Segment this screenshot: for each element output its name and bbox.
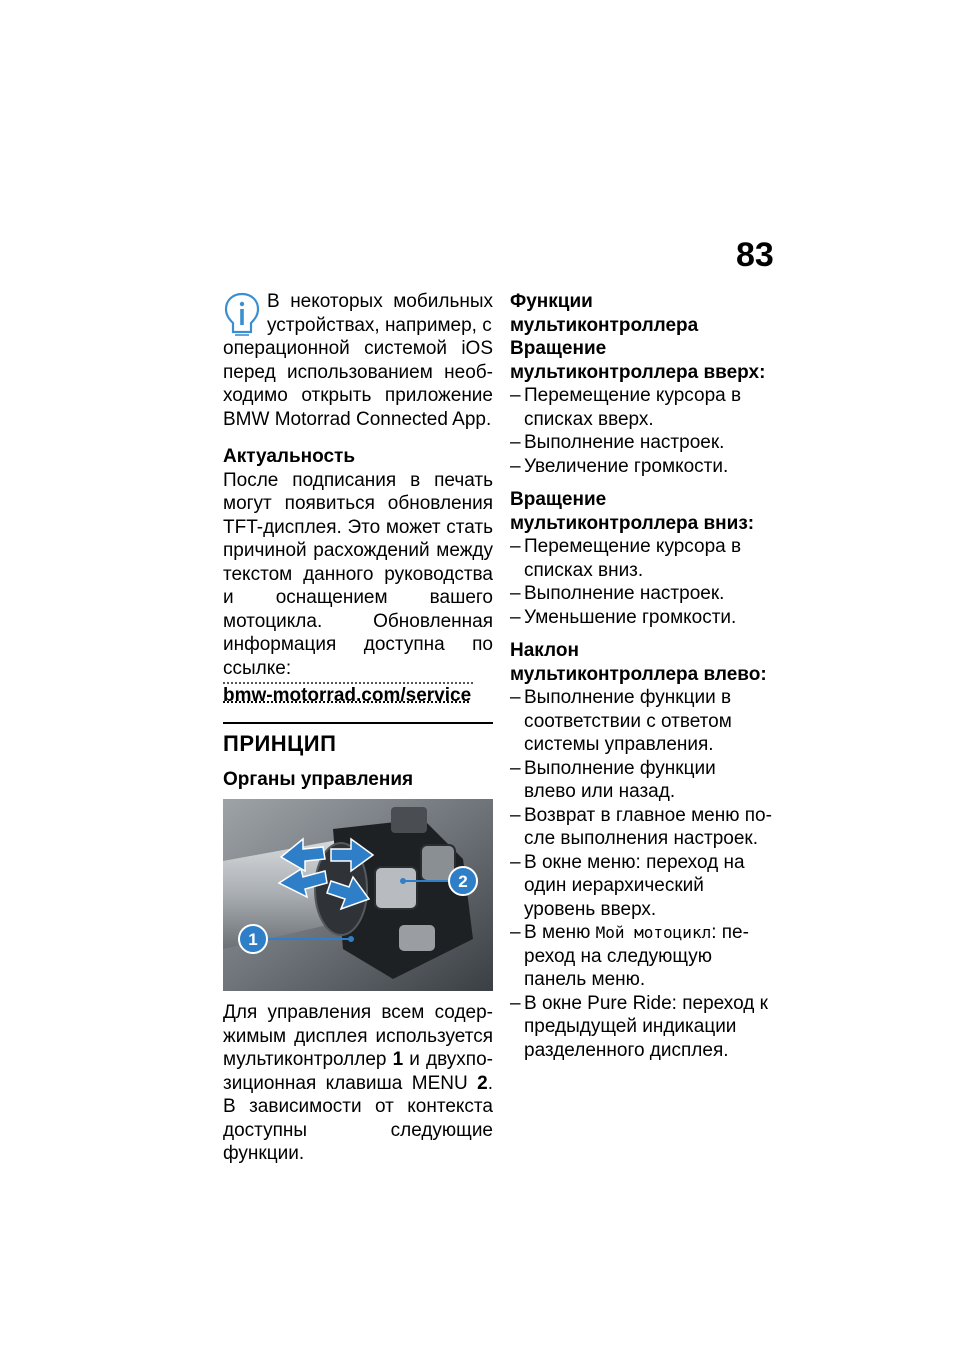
list-item: – Выполнение настроек.: [510, 582, 772, 606]
callout-2-label: 2: [458, 872, 468, 891]
list-item: – Выполнение настроек.: [510, 431, 772, 455]
rotate-up-list: [510, 384, 772, 478]
info-tip-icon: [223, 292, 261, 336]
info-note: [223, 290, 493, 431]
dotted-separator: [223, 682, 473, 684]
list-item: – В меню Мой мотоцикл: переход на следующую панель меню.: [510, 921, 772, 992]
relevance-text: После подписания в печать могут появиться обновления TFT-дисплея. Это может стать причиной расхождений между текстом данного руководства и оснащением вашего мотоцикла. Обновленная информация доступна по ссылке:: [223, 469, 493, 679]
list-item: – Выполнение функции в соответствии с ответом системы управления.: [510, 686, 772, 757]
note-text-rest: операционной системой iOS перед использованием необходимо открыть приложение BMW Motorrad Connected App.: [223, 338, 493, 430]
list-item: – Перемещение курсора в списках вниз.: [510, 535, 772, 582]
list-item: – Уменьшение громкости.: [510, 606, 772, 630]
note-text-first: В некоторых мобильных устройствах, например, с: [267, 291, 493, 336]
page-number: 83: [736, 236, 774, 274]
functions-heading: Функции мультиконтроллера: [510, 291, 699, 336]
callout-1-label: 1: [248, 930, 258, 949]
service-link[interactable]: bmw-motorrad.com/service: [223, 685, 472, 706]
list-item: – В окне меню: переход на один иерархический уровень вверх.: [510, 851, 772, 922]
list-item: – Перемещение курсора в списках вверх.: [510, 384, 772, 431]
list-item: – Увеличение громкости.: [510, 455, 772, 479]
controls-description: Для управления всем содержимым дисплея используется мультиконтроллер 1 и двухпозиционная клавиша MENU 2. В зависимости от контекста доступны следующие функции.: [223, 1002, 493, 1164]
list-item: – Возврат в главное меню после выполнения настроек.: [510, 804, 772, 851]
left-column: [223, 290, 493, 1166]
menu-name-mono: Мой мотоцикл: [595, 923, 712, 942]
rotate-up-heading: Вращение мультиконтроллера вверх:: [510, 338, 766, 383]
tilt-left-heading: Наклон мультиконтроллера влево:: [510, 640, 767, 685]
right-column: [510, 290, 772, 1062]
menu-key: [375, 867, 417, 909]
tilt-left-list: [510, 686, 772, 1062]
section-rule: [223, 722, 493, 724]
rotate-down-list: [510, 535, 772, 629]
list-item: – В окне Pure Ride: переход к предыдущей индикации разделенного дисплея.: [510, 992, 772, 1063]
section-title: ПРИНЦИП: [223, 730, 337, 756]
handlebar-controls-photo: [223, 799, 493, 991]
relevance-heading: Актуальность: [223, 446, 356, 467]
rotate-down-heading: Вращение мультиконтроллера вниз:: [510, 489, 755, 534]
list-item: – Выполнение функции влево или назад.: [510, 757, 772, 804]
controls-heading: Органы управления: [223, 768, 414, 790]
